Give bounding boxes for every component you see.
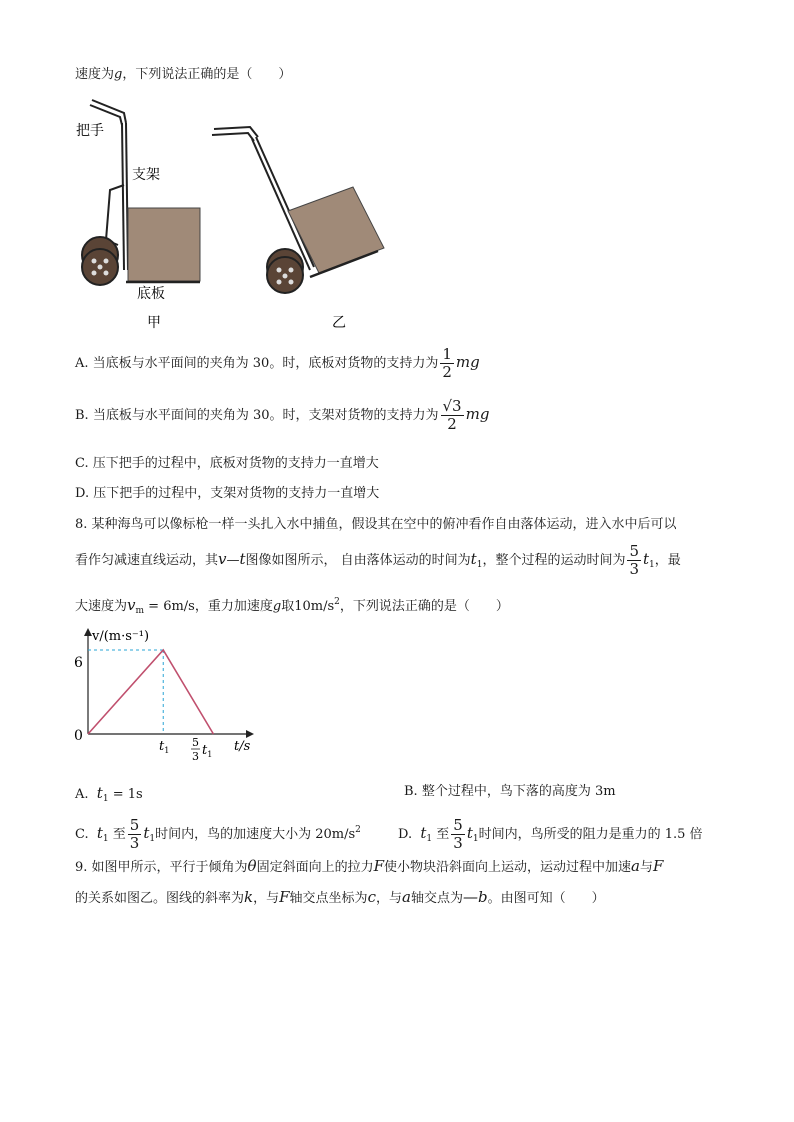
caption-a: 甲 [147,315,161,331]
q9-line-1: 9. 如图甲所示，平行于倾角为θ固定斜面向上的拉力F使小物块沿斜面向上运动，运动过程中加速a与F [75,857,664,875]
q9-line-2: 的关系如图乙。图线的斜率为k，与F轴交点坐标为c，与a轴交点为—b。由图可知（ ） [75,888,605,906]
y-axis-arrow-icon [84,628,92,636]
cargo-box [128,208,200,281]
x-tick-t1: $t_1$ [159,739,170,755]
q8-option-c[interactable]: C. $t_1$ 至 $\frac{5}{3}$ $t_1$时间内，鸟的加速度大小为 $20m/s^2$ [75,816,361,852]
q8-option-b[interactable]: B. 整个过程中，鸟下落的高度为 3m [404,784,616,799]
q8-option-a[interactable]: A. $t_1 = 1s$ [75,784,143,804]
series-line [88,650,213,734]
caption-b: 乙 [332,315,346,331]
label-bracket: 支架 [132,167,160,183]
svg-text:3: 3 [192,750,199,763]
x-axis-arrow-icon [246,730,254,738]
x-tick-five-thirds-t1 [191,736,212,763]
hand-truck-figure [70,95,410,340]
q7-option-c[interactable]: C. 压下把手的过程中，底板对货物的支持力一直增大 [75,456,379,471]
q8-line-2: 看作匀减速直线运动，其v—t图像如图所示， 自由落体运动的时间为$t_1$，整个过程的运动时间为 $\frac{5}{3}$ $t_1$，最 [75,542,681,578]
intro-line: 速度为g，下列说法正确的是（ ） [75,67,292,82]
label-plate: 底板 [137,286,165,302]
y-tick-6: 6 [74,655,83,671]
x-axis-label: t/s [234,739,251,754]
q8-line-1: 8. 某种海鸟可以像标枪一样一头扎入水中捕鱼，假设其在空中的俯冲看作自由落体运动，进入水中后可以 [75,517,677,532]
vt-chart [70,622,270,772]
svg-text:5: 5 [192,736,199,749]
origin-label: 0 [74,728,83,744]
q7-option-b[interactable]: B. 当底板与水平面间的夹角为 30。时，支架对货物的支持力为 $\frac{√3}{2}$ mg [75,397,490,433]
q7-option-d[interactable]: D. 压下把手的过程中，支架对货物的支持力一直增大 [75,486,380,501]
svg-text:t1: $t_1$ [202,743,213,759]
q7-option-a[interactable]: A. 当底板与水平面间的夹角为 30。时，底板对货物的支持力为 $\frac{1}{2}$ mg [75,345,480,381]
q8-line-3: 大速度为$v_m = 6m/s$，重力加速度g取$10m/s^2$，下列说法正确的是（ ） [75,596,509,616]
q8-option-d[interactable]: D. $t_1$ 至 $\frac{5}{3}$ $t_1$时间内，鸟所受的阻力是重力的 1.5 倍 [398,816,703,852]
hand-truck-tilted [212,127,384,293]
label-handle: 把手 [76,123,104,139]
y-axis-label: v/(m·s⁻¹) [92,629,150,644]
